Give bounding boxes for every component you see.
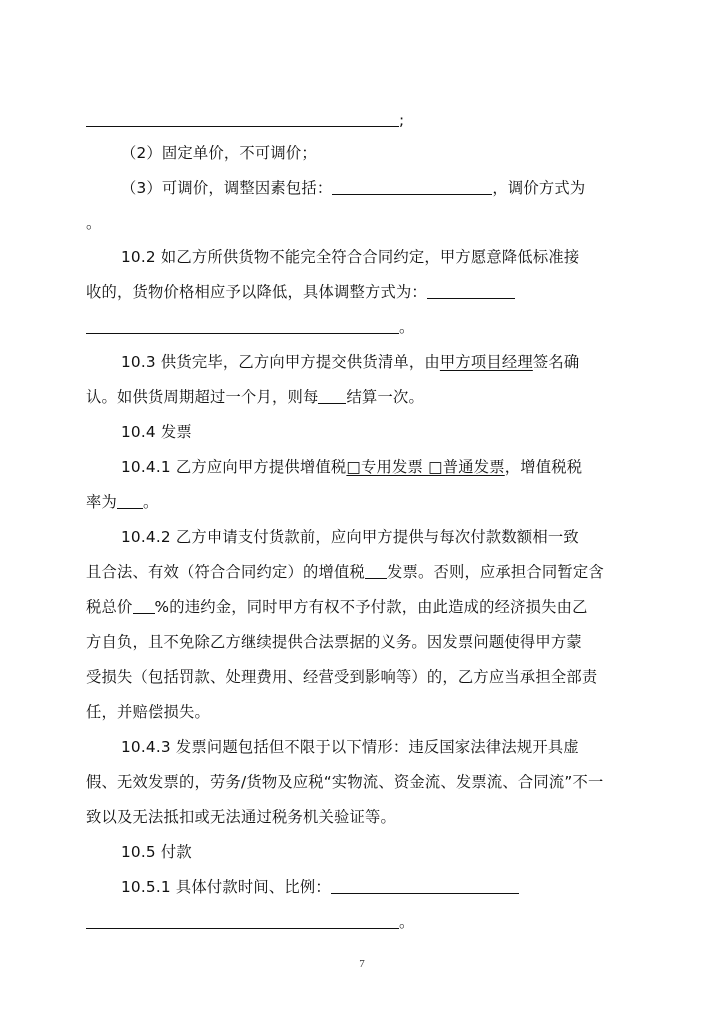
underlined-term: 甲方项目经理 <box>439 353 533 371</box>
paragraph-line: 率为 。 <box>86 493 159 511</box>
heading-10-5: 10.5 付款 <box>121 843 192 861</box>
paragraph-line: 任，并赔偿损失。 <box>86 703 210 721</box>
paragraph-line: 致以及无法抵扣或无法通过税务机关验证等。 <box>86 808 396 826</box>
clause-fixed-price: （2）固定单价，不可调价； <box>121 144 317 162</box>
paragraph-line: 。 <box>86 912 415 932</box>
clause-10-4-3: 10.4.3 发票问题包括但不限于以下情形：违反国家法律法规开具虚 <box>121 738 579 756</box>
fill-in-blank <box>86 111 399 127</box>
fill-in-blank <box>117 493 143 509</box>
fill-in-blank <box>86 913 399 929</box>
paragraph-line: 收的，货物价格相应予以降低，具体调整方式为： <box>86 282 515 302</box>
fill-in-blank <box>427 283 515 299</box>
fill-in-blank <box>86 318 399 334</box>
fill-in-blank <box>331 878 519 894</box>
clause-10-2: 10.2 如乙方所供货物不能完全符合合同约定，甲方愿意降低标准接 <box>121 248 580 266</box>
paragraph-line: 税总价 %的违约金，同时甲方有权不予付款，由此造成的经济损失由乙 <box>86 598 588 616</box>
fill-in-blank <box>365 563 387 579</box>
paragraph-line: 受损失（包括罚款、处理费用、经营受到影响等）的，乙方应当承担全部责 <box>86 668 598 686</box>
paragraph-line: 方自负，且不免除乙方继续提供合法票据的义务。因发票问题使得甲方蒙 <box>86 633 582 651</box>
paragraph-line: 且合法、有效（符合合同约定）的增值税 发票。否则，应承担合同暂定含 <box>86 563 604 581</box>
clause-adjustable-price: （3）可调价，调整因素包括： ，调价方式为 <box>121 179 586 197</box>
line-price-blank: ; <box>86 110 404 130</box>
paragraph-line: 。 <box>86 214 102 232</box>
clause-10-4-2: 10.4.2 乙方申请支付货款前，应向甲方提供与每次付款数额相一致 <box>121 528 579 546</box>
invoice-type-options: □专用发票 □普通发票 <box>346 458 505 476</box>
fill-in-blank <box>133 598 155 614</box>
clause-10-5-1: 10.5.1 具体付款时间、比例： <box>121 877 519 897</box>
page-number: 7 <box>359 958 365 970</box>
fill-in-blank <box>318 388 346 404</box>
paragraph-line: 。 <box>86 317 415 337</box>
paragraph-line: 假、无效发票的，劳务/货物及应税“实物流、资金流、发票流、合同流”不一 <box>86 773 604 791</box>
paragraph-line: 认。如供货周期超过一个月，则每 结算一次。 <box>86 388 424 406</box>
heading-10-4: 10.4 发票 <box>121 423 192 441</box>
clause-10-4-1: 10.4.1 乙方应向甲方提供增值税□专用发票 □普通发票，增值税税 <box>121 458 583 476</box>
clause-10-3: 10.3 供货完毕，乙方向甲方提交供货清单，由甲方项目经理签名确 <box>121 353 580 371</box>
fill-in-blank <box>332 179 492 195</box>
